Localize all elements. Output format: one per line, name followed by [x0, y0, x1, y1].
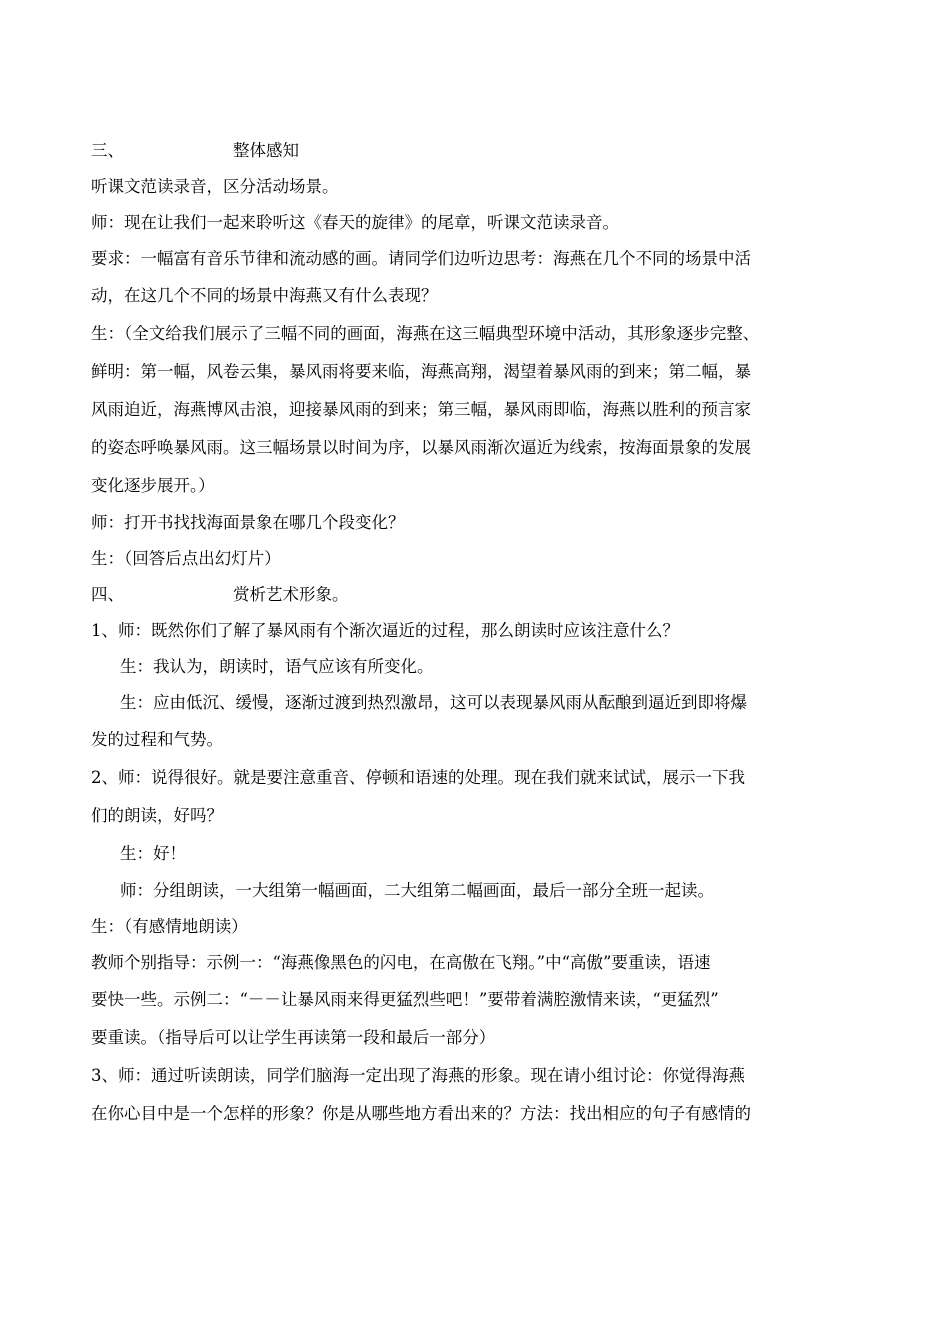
section-number: 三、: [91, 141, 124, 160]
paragraph-line: 师：现在让我们一起来聆听这《春天的旋律》的尾章，听课文范读录音。: [91, 213, 619, 232]
paragraph-line: 风雨迫近，海燕博风击浪，迎接暴风雨的到来；第三幅，暴风雨即临，海燕以胜利的预言家: [91, 400, 751, 419]
paragraph-line: 教师个别指导：示例一：“海燕像黑色的闪电，在高傲在飞翔。”中“高傲”要重读，语速: [91, 953, 711, 972]
section-title: 赏析艺术形象。: [233, 585, 349, 604]
paragraph-line: 生：我认为，朗读时，语气应该有所变化。: [120, 657, 434, 676]
paragraph-line: 动，在这几个不同的场景中海燕又有什么表现？: [91, 286, 438, 305]
section-heading-4: [91, 577, 871, 613]
paragraph-line: 师：打开书找找海面景象在哪几个段变化？: [91, 513, 405, 532]
paragraph-line: 们的朗读，好吗？: [91, 806, 223, 825]
paragraph-line: 在你心目中是一个怎样的形象？你是从哪些地方看出来的？方法：找出相应的句子有感情的: [91, 1104, 751, 1123]
paragraph-line: 的姿态呼唤暴风雨。这三幅场景以时间为序，以暴风雨渐次逼近为线索，按海面景象的发展: [91, 438, 751, 457]
paragraph-line: 2、师：说得很好。就是要注意重音、停顿和语速的处理。现在我们就来试试，展示一下我: [91, 768, 745, 787]
paragraph-line: 变化逐步展开。）: [91, 476, 215, 495]
paragraph-line: 发的过程和气势。: [91, 730, 223, 749]
paragraph-line: 1、师：既然你们了解了暴风雨有个渐次逼近的过程，那么朗读时应该注意什么？: [91, 621, 679, 640]
section-title: 整体感知: [233, 141, 299, 160]
paragraph-line: 要快一些。示例二：“－－让暴风雨来得更猛烈些吧！”要带着满腔激情来读，“更猛烈”: [91, 990, 719, 1009]
paragraph-line: 生：（回答后点出幻灯片）: [91, 549, 281, 568]
paragraph-line: 3、师：通过听读朗读，同学们脑海一定出现了海燕的形象。现在请小组讨论：你觉得海燕: [91, 1066, 745, 1085]
paragraph-line: 师：分组朗读，一大组第一幅画面，二大组第二幅画面，最后一部分全班一起读。: [120, 881, 714, 900]
document-body: [91, 133, 871, 1133]
section-heading-3: [91, 133, 871, 169]
paragraph-line: 要重读。（指导后可以让学生再读第一段和最后一部分）: [91, 1028, 496, 1047]
paragraph-line: 鲜明：第一幅，风卷云集，暴风雨将要来临，海燕高翔，渴望着暴风雨的到来；第二幅，暴: [91, 362, 751, 381]
paragraph-line: 生：好！: [120, 844, 186, 863]
paragraph-line: 生：（全文给我们展示了三幅不同的画面，海燕在这三幅典型环境中活动，其形象逐步完整、: [91, 324, 760, 343]
paragraph-line: 生：（有感情地朗读）: [91, 917, 248, 936]
section-number: 四、: [91, 585, 124, 604]
paragraph-line: 要求：一幅富有音乐节律和流动感的画。请同学们边听边思考：海燕在几个不同的场景中活: [91, 249, 751, 268]
paragraph-line: 听课文范读录音，区分活动场景。: [91, 177, 339, 196]
paragraph-line: 生：应由低沉、缓慢，逐渐过渡到热烈激昂，这可以表现暴风雨从酝酿到逼近到即将爆: [120, 693, 747, 712]
